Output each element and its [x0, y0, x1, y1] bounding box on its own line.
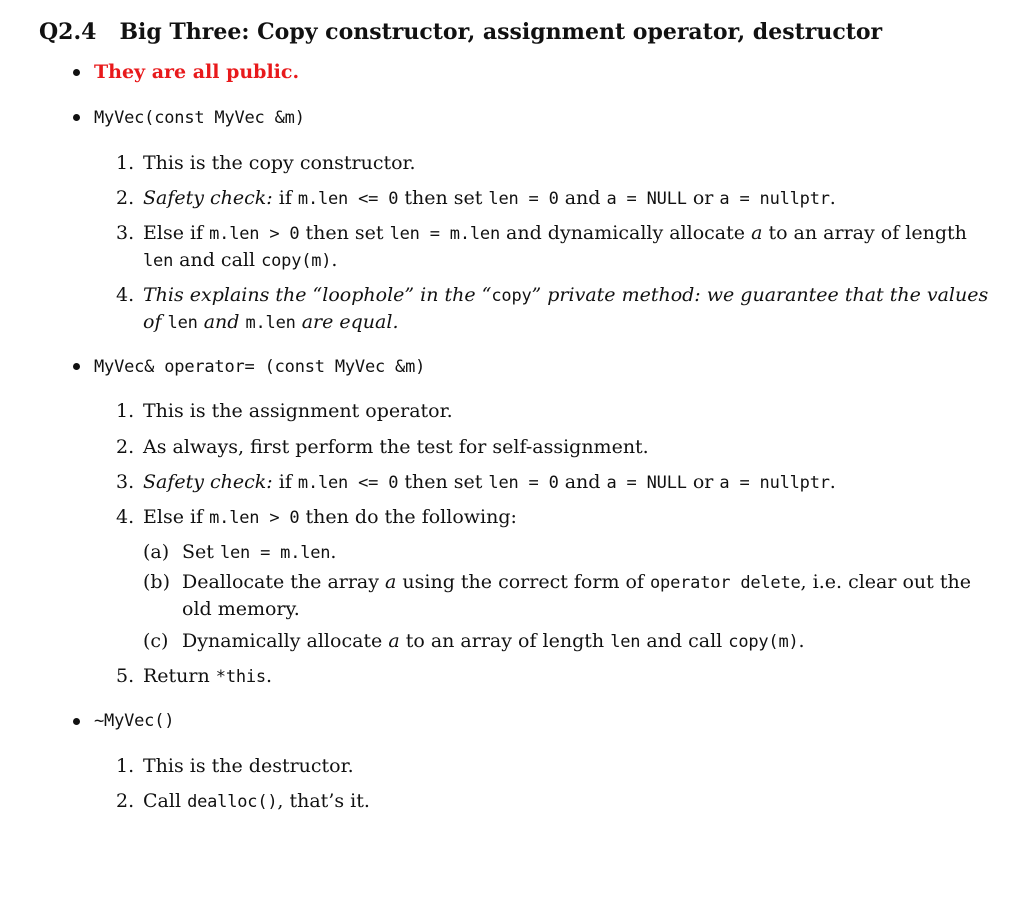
assignment-operator-signature: MyVec& operator= (const MyVec &m) — [94, 357, 426, 377]
list-marker: 3. — [116, 222, 135, 244]
copy-item-2: Safety check: if m.len <= 0 then set len = 0 and a = NULL or a = nullptr. — [143, 187, 836, 209]
sub-marker: (c) — [143, 630, 169, 652]
list-marker: 2. — [116, 436, 135, 458]
list-marker: 4. — [116, 284, 135, 306]
copy-item-3-line1: Else if m.len > 0 then set len = m.len and dynamically allocate a to an array of length — [143, 222, 967, 244]
list-marker: 2. — [116, 187, 135, 209]
note-public: They are all public. — [94, 61, 300, 83]
copy-item-3-line2: len and call copy(m). — [143, 249, 338, 271]
list-marker: 4. — [116, 506, 135, 528]
bullet-dot — [73, 114, 80, 121]
sub-marker: (a) — [143, 541, 170, 563]
assign-item-2: As always, first perform the test for self-assignment. — [143, 436, 649, 458]
section-number: Q2.4 — [39, 19, 97, 45]
assign-subitem-b-line1: Deallocate the array a using the correct form of operator delete, i.e. clear out the — [182, 571, 971, 593]
list-marker: 1. — [116, 755, 135, 777]
dtor-item-1: This is the destructor. — [143, 755, 354, 777]
copy-item-4-line1: This explains the “loophole” in the “copy” private method: we guarantee that the values — [143, 284, 989, 306]
bullet-dot — [73, 363, 80, 370]
bullet-dot — [73, 718, 80, 725]
copy-item-4-line2: of len and m.len are equal. — [143, 311, 399, 333]
list-marker: 2. — [116, 790, 135, 812]
list-marker: 1. — [116, 152, 135, 174]
assign-item-3: Safety check: if m.len <= 0 then set len = 0 and a = NULL or a = nullptr. — [143, 471, 836, 493]
destructor-signature: ~MyVec() — [94, 711, 175, 731]
bullet-dot — [73, 69, 80, 76]
assign-item-1: This is the assignment operator. — [143, 400, 453, 422]
assign-subitem-a: Set len = m.len. — [182, 541, 337, 563]
assign-subitem-b-line2: old memory. — [182, 598, 300, 620]
dtor-item-2: Call dealloc(), that’s it. — [143, 790, 370, 812]
list-marker: 1. — [116, 400, 135, 422]
section-title: Big Three: Copy constructor, assignment operator, destructor — [119, 19, 883, 45]
section-heading — [39, 21, 882, 43]
list-marker: 3. — [116, 471, 135, 493]
assign-subitem-c: Dynamically allocate a to an array of length len and call copy(m). — [182, 630, 805, 652]
copy-constructor-signature: MyVec(const MyVec &m) — [94, 108, 305, 128]
copy-item-1: This is the copy constructor. — [143, 152, 416, 174]
sub-marker: (b) — [143, 571, 170, 593]
assign-item-4: Else if m.len > 0 then do the following: — [143, 506, 517, 528]
list-marker: 5. — [116, 665, 135, 687]
assign-item-5: Return *this. — [143, 665, 273, 687]
